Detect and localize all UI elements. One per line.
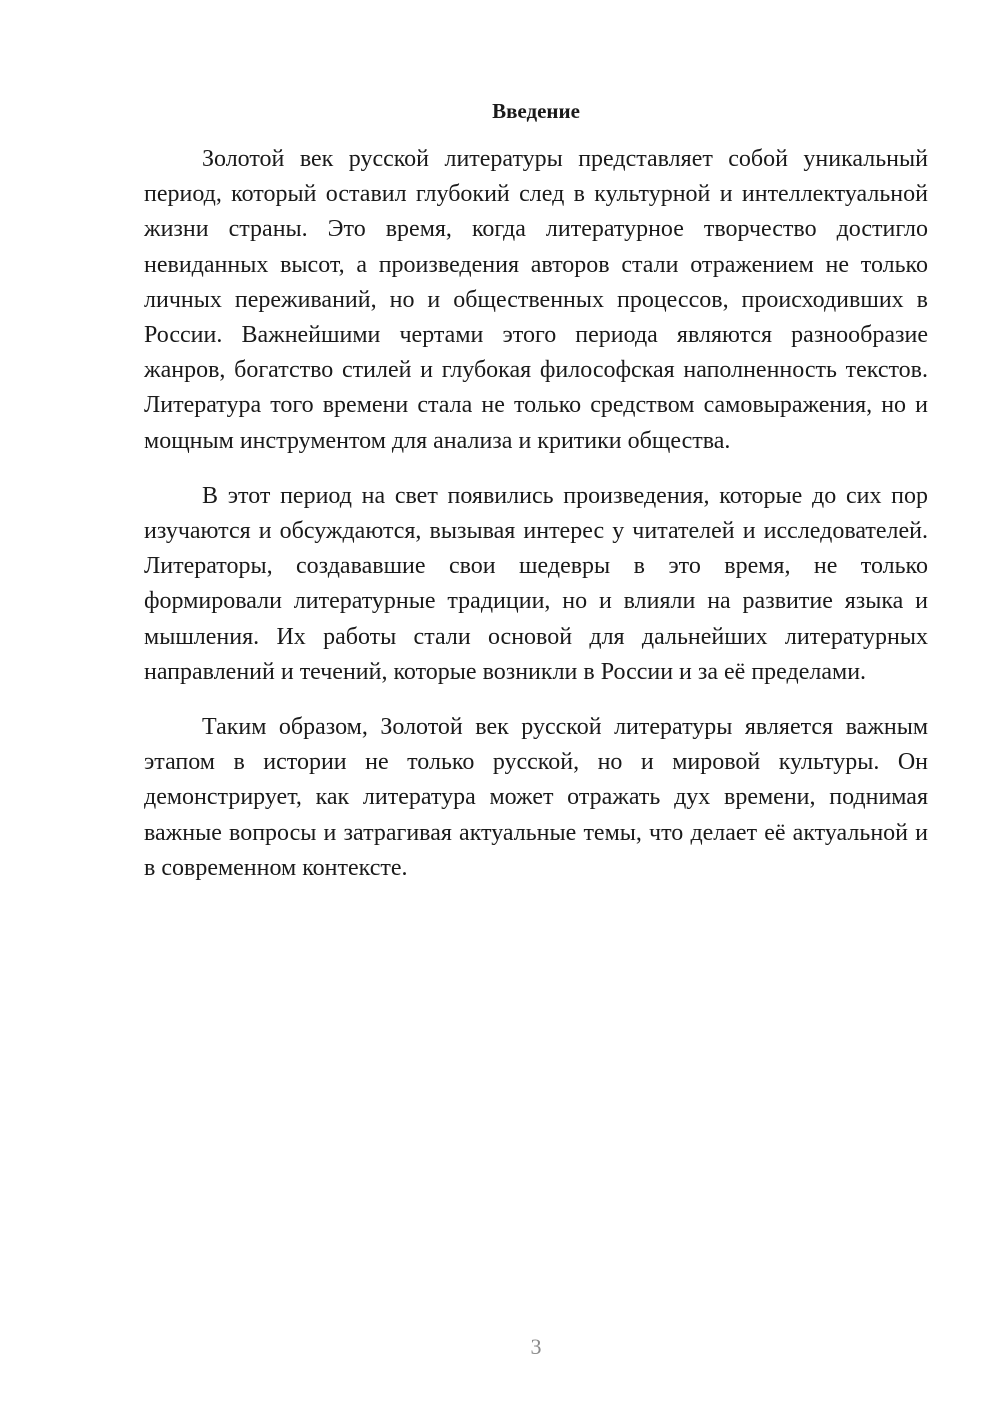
paragraph-1: Золотой век русской литературы представляет собой уникальный период, который оставил глубокий след в культурной и интеллектуальной жизни страны. Это время, когда литературное творчество достигло невиданных высот, а произведения авторов стали отражением не только личных переживаний, но и общественных процессов, происходивших в России. Важнейшими чертами этого периода являются разнообразие жанров, богатство стилей и глубокая философская наполненность текстов. Литература того времени стала не только средством самовыражения, но и мощным инструментом для анализа и критики общества.	[144, 146, 928, 454]
paragraph-2: В этот период на свет появились произведения, которые до сих пор изучаются и обсуждаются, вызывая интерес у читателей и исследователей. Литераторы, создававшие свои шедевры в это время, не только формировали литературные традиции, но и влияли на развитие языка и мышления. Их работы стали основой для дальнейших литературных направлений и течений, которые возникли в России и за её пределами.	[144, 482, 928, 685]
body-text	[144, 142, 928, 906]
page-number: 3	[530, 1334, 542, 1359]
paragraph-3: Таким образом, Золотой век русской литературы является важным этапом в истории не только русской, но и мировой культуры. Он демонстрирует, как литература может отражать дух времени, поднимая важные вопросы и затрагивая актуальные темы, что делает её актуальной и в современном контексте.	[144, 714, 928, 881]
section-heading: Введение	[492, 99, 580, 123]
